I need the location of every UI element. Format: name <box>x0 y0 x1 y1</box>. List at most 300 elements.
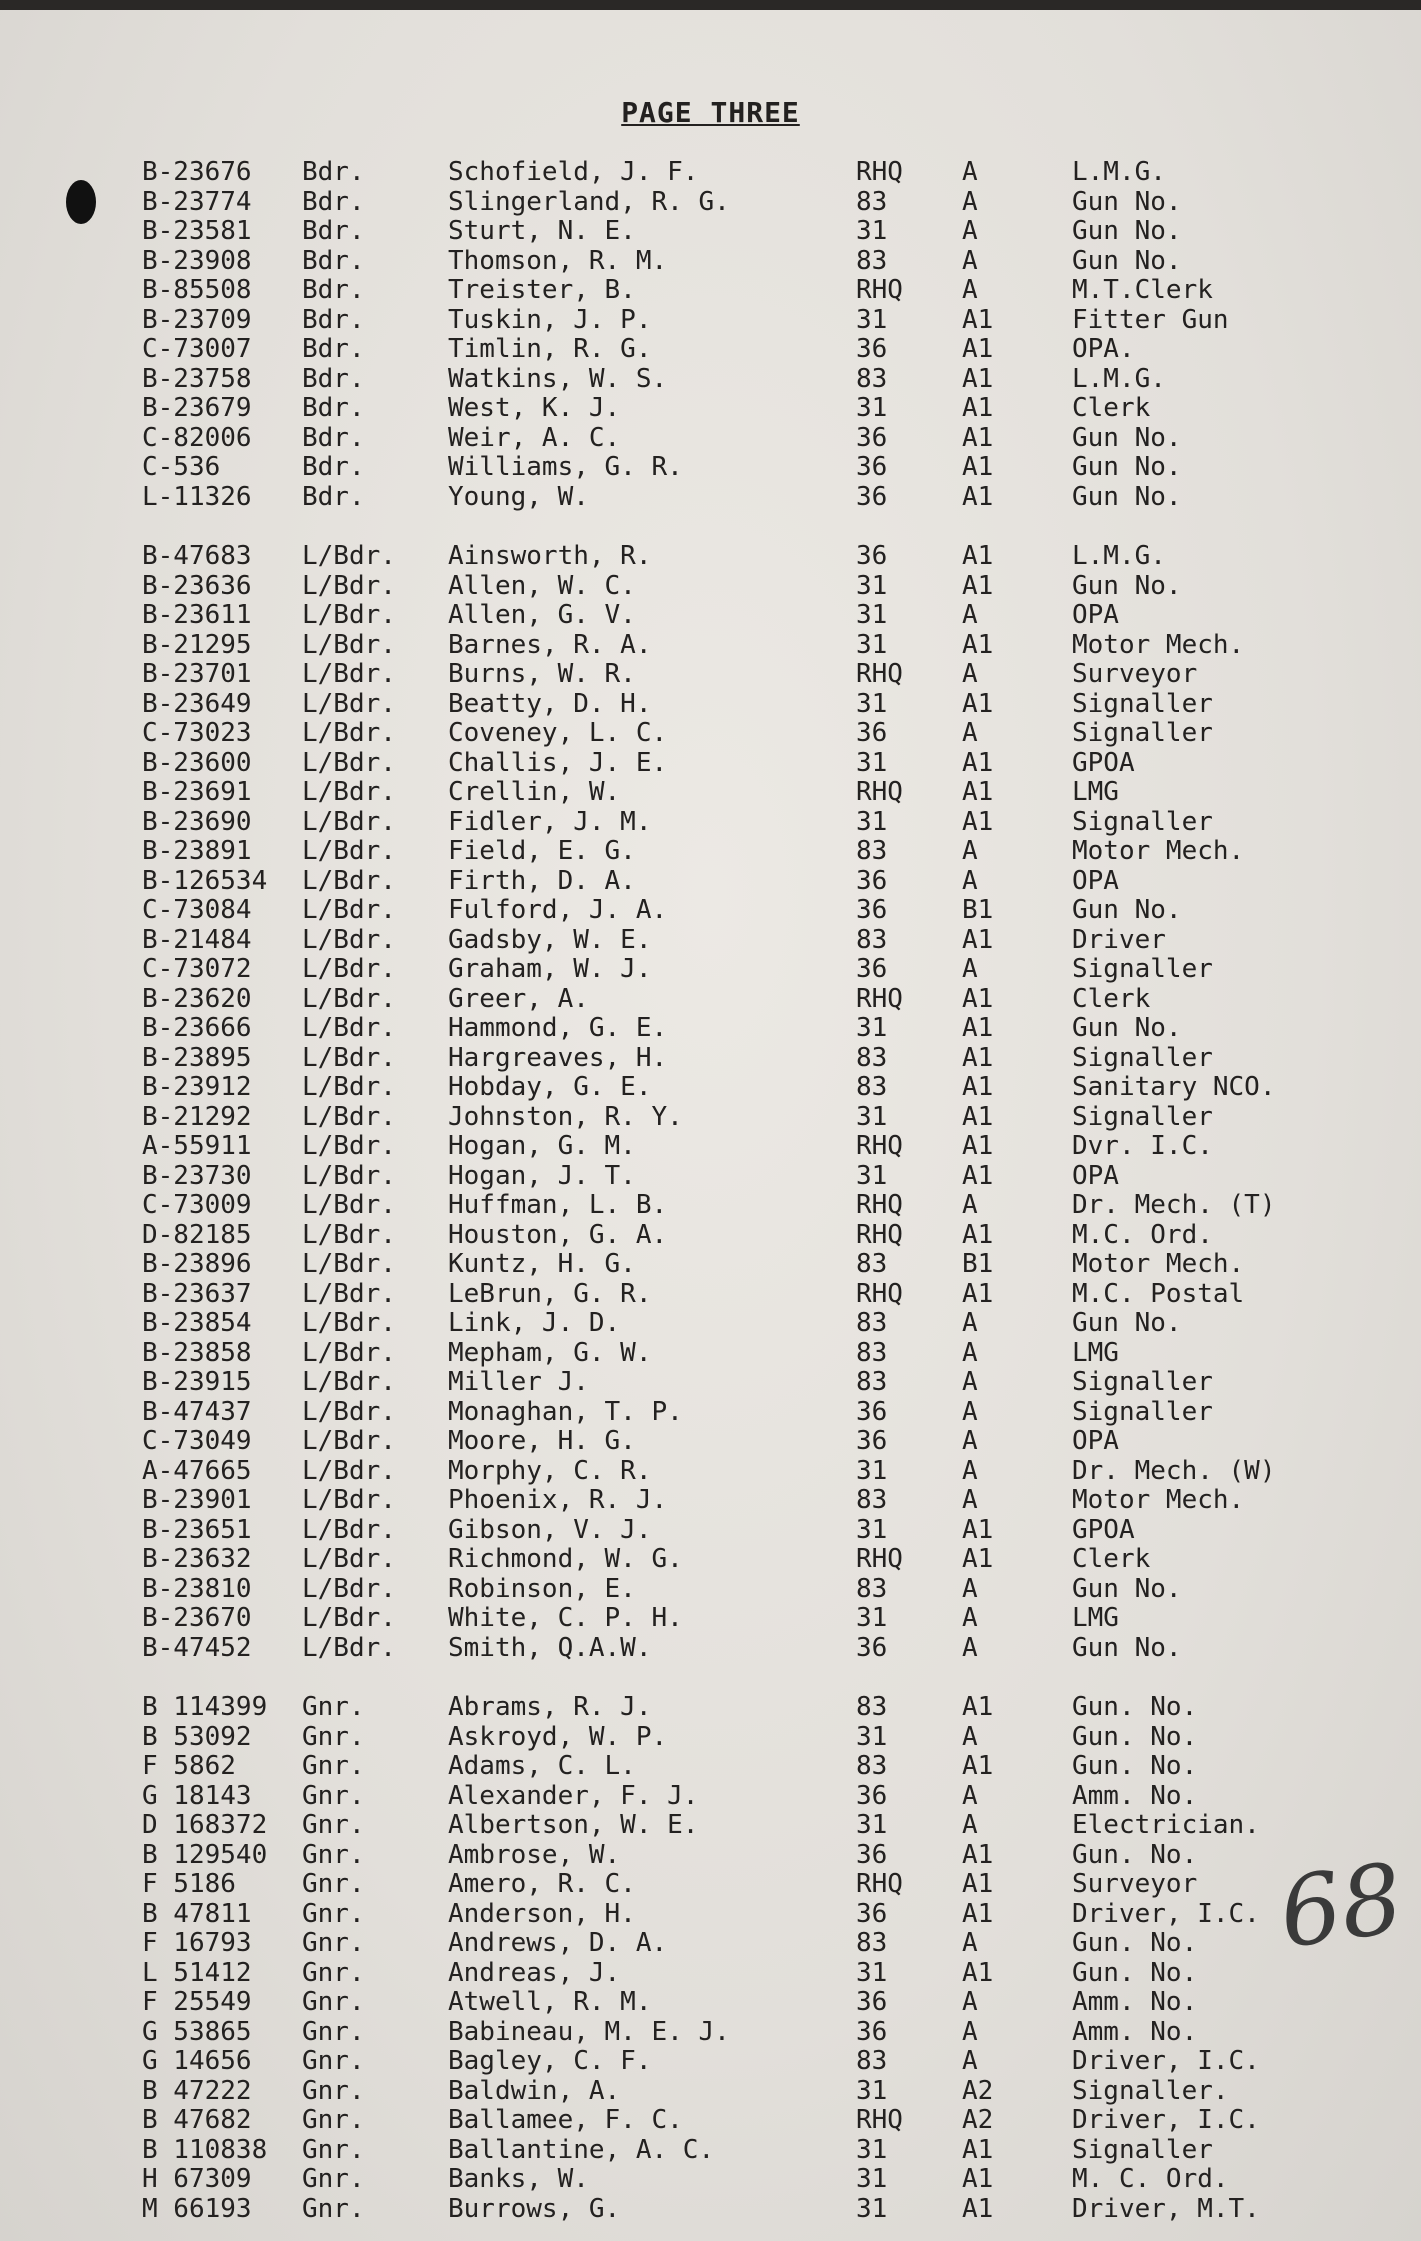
medical-category: A <box>962 836 978 866</box>
battery: RHQ <box>856 1869 903 1899</box>
table-row <box>0 453 1421 482</box>
battery: 83 <box>856 924 888 955</box>
medical-category: A <box>962 1987 978 2017</box>
service-number: G 18143 <box>142 1780 252 1811</box>
medical-category: A <box>962 1190 978 1220</box>
rank: Bdr. <box>302 363 365 394</box>
table-row <box>0 572 1421 601</box>
trade: Driver <box>1072 924 1166 955</box>
service-number: L-11326 <box>142 481 252 512</box>
rank: Gnr. <box>302 1839 365 1870</box>
table-row <box>0 1427 1421 1456</box>
service-number: B-23637 <box>142 1278 252 1309</box>
rank: Bdr. <box>302 304 365 335</box>
rank: Bdr. <box>302 275 365 305</box>
battery: 36 <box>856 1396 888 1427</box>
table-row <box>0 2106 1421 2135</box>
battery: 31 <box>856 747 888 778</box>
trade: Gun No. <box>1072 422 1182 453</box>
service-number: D-82185 <box>142 1219 252 1250</box>
table-row <box>0 1280 1421 1309</box>
trade: Clerk <box>1072 393 1151 423</box>
medical-category: A1 <box>962 1072 994 1102</box>
rank: Gnr. <box>302 1810 365 1840</box>
battery: 36 <box>856 541 888 571</box>
trade: Sanitary NCO. <box>1072 1072 1276 1102</box>
battery: RHQ <box>856 777 903 807</box>
name: Timlin, R. G. <box>448 334 652 364</box>
service-number: B-23895 <box>142 1042 252 1073</box>
trade: OPA <box>1072 600 1119 630</box>
trade: Amm. No. <box>1072 2016 1198 2047</box>
medical-category: A1 <box>962 1131 994 1161</box>
service-number: A-55911 <box>142 1131 252 1161</box>
trade: Gun No. <box>1072 186 1182 217</box>
medical-category: A <box>962 1337 978 1368</box>
rank: L/Bdr. <box>302 1101 396 1132</box>
trade: Signaller <box>1072 1367 1213 1397</box>
service-number: B-47452 <box>142 1632 252 1663</box>
name: Adams, C. L. <box>448 1751 636 1781</box>
rank: L/Bdr. <box>302 1131 396 1161</box>
name: Mepham, G. W. <box>448 1337 652 1368</box>
service-number: B-23690 <box>142 806 252 837</box>
service-number: B-23810 <box>142 1573 252 1604</box>
table-row <box>0 394 1421 423</box>
table-row <box>0 719 1421 748</box>
rank: L/Bdr. <box>302 659 396 689</box>
service-number: B-23651 <box>142 1514 252 1545</box>
table-row <box>0 1398 1421 1427</box>
table-row <box>0 601 1421 630</box>
rank: Gnr. <box>302 2016 365 2047</box>
trade: Gun. No. <box>1072 1692 1198 1722</box>
battery: 83 <box>856 1367 888 1397</box>
rank: Gnr. <box>302 2134 365 2165</box>
battery: 31 <box>856 216 888 246</box>
rank: L/Bdr. <box>302 1544 396 1574</box>
name: Burrows, G. <box>448 2193 621 2224</box>
medical-category: A1 <box>962 806 994 837</box>
name: Field, E. G. <box>448 836 636 866</box>
service-number: B-23581 <box>142 216 252 246</box>
battery: 83 <box>856 1485 888 1515</box>
table-row <box>0 1604 1421 1633</box>
service-number: B-23636 <box>142 570 252 601</box>
rank: L/Bdr. <box>302 1072 396 1102</box>
trade: OPA <box>1072 1160 1119 1191</box>
table-row <box>0 1368 1421 1397</box>
service-number: B-23620 <box>142 983 252 1014</box>
name: Burns, W. R. <box>448 659 636 689</box>
table-row <box>0 247 1421 276</box>
medical-category: A <box>962 186 978 217</box>
medical-category: A1 <box>962 1160 994 1191</box>
name: Young, W. <box>448 481 589 512</box>
trade: L.M.G. <box>1072 363 1166 394</box>
name: Kuntz, H. G. <box>448 1249 636 1279</box>
trade: Signaller. <box>1072 2075 1229 2106</box>
table-row <box>0 1103 1421 1132</box>
battery: 83 <box>856 186 888 217</box>
medical-category: A <box>962 1455 978 1486</box>
rank: L/Bdr. <box>302 629 396 660</box>
battery: 36 <box>856 1987 888 2017</box>
rank: Bdr. <box>302 422 365 453</box>
battery: 31 <box>856 393 888 423</box>
table-row <box>0 2018 1421 2047</box>
service-number: F 16793 <box>142 1928 252 1958</box>
rank: L/Bdr. <box>302 1337 396 1368</box>
name: Hogan, G. M. <box>448 1131 636 1161</box>
scan-edge <box>0 0 1421 10</box>
name: Gibson, V. J. <box>448 1514 652 1545</box>
table-row <box>0 1929 1421 1958</box>
battery: 83 <box>856 836 888 866</box>
trade: Signaller <box>1072 806 1213 837</box>
battery: 31 <box>856 1603 888 1633</box>
service-number: C-82006 <box>142 422 252 453</box>
trade: Motor Mech. <box>1072 1249 1245 1279</box>
battery: 36 <box>856 954 888 984</box>
medical-category: A1 <box>962 363 994 394</box>
service-number: G 14656 <box>142 2046 252 2076</box>
battery: 31 <box>856 1721 888 1752</box>
medical-category: A1 <box>962 1101 994 1132</box>
name: White, C. P. H. <box>448 1603 683 1633</box>
battery: 31 <box>856 1957 888 1988</box>
medical-category: A1 <box>962 1751 994 1781</box>
battery: 83 <box>856 2046 888 2076</box>
service-number: B-23774 <box>142 186 252 217</box>
table-row <box>0 896 1421 925</box>
name: Greer, A. <box>448 983 589 1014</box>
battery: 31 <box>856 688 888 719</box>
trade: Gun No. <box>1072 570 1182 601</box>
name: Anderson, H. <box>448 1898 636 1929</box>
name: Phoenix, R. J. <box>448 1485 668 1515</box>
table-row <box>0 1457 1421 1486</box>
table-row <box>0 1162 1421 1191</box>
service-number: B-23632 <box>142 1544 252 1574</box>
name: Williams, G. R. <box>448 452 683 482</box>
trade: GPOA <box>1072 1514 1135 1545</box>
medical-category: A1 <box>962 334 994 364</box>
table-row <box>0 1014 1421 1043</box>
battery: 36 <box>856 481 888 512</box>
table-row <box>0 1073 1421 1102</box>
battery: 31 <box>856 1810 888 1840</box>
name: Fidler, J. M. <box>448 806 652 837</box>
service-number: F 5862 <box>142 1751 236 1781</box>
battery: 31 <box>856 2164 888 2194</box>
name: Fulford, J. A. <box>448 895 668 925</box>
name: Robinson, E. <box>448 1573 636 1604</box>
medical-category: A <box>962 2016 978 2047</box>
trade: Gun No. <box>1072 452 1182 482</box>
rank: L/Bdr. <box>302 600 396 630</box>
medical-category: A1 <box>962 1278 994 1309</box>
service-number: B-23891 <box>142 836 252 866</box>
trade: Signaller <box>1072 718 1213 748</box>
medical-category: A <box>962 1928 978 1958</box>
battery: 36 <box>856 1632 888 1663</box>
table-row <box>0 1221 1421 1250</box>
medical-category: A1 <box>962 481 994 512</box>
trade: Amm. No. <box>1072 1987 1198 2017</box>
battery: RHQ <box>856 157 903 187</box>
handwritten-page-number: 68 <box>1272 1842 1410 1970</box>
battery: 83 <box>856 1308 888 1338</box>
battery: 31 <box>856 1514 888 1545</box>
rank: Gnr. <box>302 1692 365 1722</box>
medical-category: A1 <box>962 1013 994 1043</box>
name: Richmond, W. G. <box>448 1544 683 1574</box>
table-row <box>0 778 1421 807</box>
rank: L/Bdr. <box>302 688 396 719</box>
service-number: B 47682 <box>142 2105 252 2135</box>
medical-category: A1 <box>962 1514 994 1545</box>
table-row <box>0 631 1421 660</box>
table-row <box>0 1309 1421 1338</box>
medical-category: A1 <box>962 777 994 807</box>
service-number: B-23854 <box>142 1308 252 1338</box>
trade: Gun. No. <box>1072 1721 1198 1752</box>
medical-category: A <box>962 1308 978 1338</box>
table-row <box>0 1575 1421 1604</box>
battery: 36 <box>856 422 888 453</box>
name: Allen, W. C. <box>448 570 636 601</box>
service-number: B-23701 <box>142 659 252 689</box>
trade: Driver, I.C. <box>1072 1898 1260 1929</box>
medical-category: B1 <box>962 895 994 925</box>
rank: L/Bdr. <box>302 1455 396 1486</box>
service-number: B-23679 <box>142 393 252 423</box>
table-row <box>0 2136 1421 2165</box>
name: Allen, G. V. <box>448 600 636 630</box>
medical-category: A <box>962 1632 978 1663</box>
battery: 31 <box>856 806 888 837</box>
service-number: B-23901 <box>142 1485 252 1515</box>
trade: Amm. No. <box>1072 1780 1198 1811</box>
rank: L/Bdr. <box>302 1396 396 1427</box>
rank: Bdr. <box>302 334 365 364</box>
name: Watkins, W. S. <box>448 363 668 394</box>
service-number: C-73049 <box>142 1426 252 1456</box>
medical-category: A2 <box>962 2105 994 2135</box>
trade: GPOA <box>1072 747 1135 778</box>
rank: Bdr. <box>302 157 365 187</box>
battery: 83 <box>856 1042 888 1073</box>
battery: 83 <box>856 1072 888 1102</box>
service-number: L 51412 <box>142 1957 252 1988</box>
battery: 31 <box>856 1160 888 1191</box>
medical-category: A1 <box>962 1869 994 1899</box>
trade: Dr. Mech. (T) <box>1072 1190 1276 1220</box>
name: Monaghan, T. P. <box>448 1396 683 1427</box>
table-row <box>0 1782 1421 1811</box>
battery: 83 <box>856 1928 888 1958</box>
rank: L/Bdr. <box>302 1042 396 1073</box>
name: Moore, H. G. <box>448 1426 636 1456</box>
name: Link, J. D. <box>448 1308 621 1338</box>
name: Andreas, J. <box>448 1957 621 1988</box>
battery: 36 <box>856 2016 888 2047</box>
medical-category: A <box>962 1485 978 1515</box>
table-row <box>0 749 1421 778</box>
name: Ainsworth, R. <box>448 541 652 571</box>
service-number: B 53092 <box>142 1721 252 1752</box>
rank: Gnr. <box>302 1987 365 2017</box>
service-number: C-536 <box>142 452 221 482</box>
rank: L/Bdr. <box>302 806 396 837</box>
rank: L/Bdr. <box>302 1249 396 1279</box>
name: Albertson, W. E. <box>448 1810 699 1840</box>
rank: Gnr. <box>302 2075 365 2106</box>
trade: Signaller <box>1072 1042 1213 1073</box>
trade: Motor Mech. <box>1072 836 1245 866</box>
rank: Gnr. <box>302 1869 365 1899</box>
trade: Gun. No. <box>1072 1839 1198 1870</box>
rank: Gnr. <box>302 2164 365 2194</box>
table-row <box>0 1545 1421 1574</box>
table-row <box>0 1634 1421 1663</box>
trade: Dr. Mech. (W) <box>1072 1455 1276 1486</box>
rank: Gnr. <box>302 1721 365 1752</box>
trade: LMG <box>1072 777 1119 807</box>
name: Amero, R. C. <box>448 1869 636 1899</box>
medical-category: A1 <box>962 983 994 1014</box>
name: Abrams, R. J. <box>448 1692 652 1722</box>
service-number: A-47665 <box>142 1455 252 1486</box>
battery: 36 <box>856 452 888 482</box>
name: Banks, W. <box>448 2164 589 2194</box>
service-number: F 25549 <box>142 1987 252 2017</box>
name: Barnes, R. A. <box>448 629 652 660</box>
rank: L/Bdr. <box>302 570 396 601</box>
battery: 36 <box>856 1426 888 1456</box>
table-row <box>0 1841 1421 1870</box>
trade: LMG <box>1072 1337 1119 1368</box>
name: Tuskin, J. P. <box>448 304 652 335</box>
table-row <box>0 188 1421 217</box>
table-row <box>0 2165 1421 2194</box>
name: Ambrose, W. <box>448 1839 621 1870</box>
battery: 83 <box>856 1573 888 1604</box>
name: Thomson, R. M. <box>448 245 668 276</box>
rank: Gnr. <box>302 2193 365 2224</box>
service-number: B 110838 <box>142 2134 268 2165</box>
trade: Gun No. <box>1072 1308 1182 1338</box>
battery: RHQ <box>856 2105 903 2135</box>
battery: 36 <box>856 865 888 896</box>
table-row <box>0 926 1421 955</box>
service-number: B-23758 <box>142 363 252 394</box>
battery: 36 <box>856 1839 888 1870</box>
service-number: B-47683 <box>142 541 252 571</box>
medical-category: A <box>962 1367 978 1397</box>
battery: 83 <box>856 1337 888 1368</box>
service-number: C-73007 <box>142 334 252 364</box>
battery: RHQ <box>856 983 903 1014</box>
name: Hargreaves, H. <box>448 1042 668 1073</box>
name: Askroyd, W. P. <box>448 1721 668 1752</box>
trade: Gun No. <box>1072 1632 1182 1663</box>
rank: L/Bdr. <box>302 1160 396 1191</box>
trade: M.T.Clerk <box>1072 275 1213 305</box>
service-number: B-23915 <box>142 1367 252 1397</box>
trade: Fitter Gun <box>1072 304 1229 335</box>
trade: Gun No. <box>1072 216 1182 246</box>
table-row <box>0 1486 1421 1515</box>
battery: 31 <box>856 2075 888 2106</box>
medical-category: A1 <box>962 1839 994 1870</box>
rank: L/Bdr. <box>302 983 396 1014</box>
table-row <box>0 483 1421 512</box>
service-number: B-23709 <box>142 304 252 335</box>
trade: OPA <box>1072 1426 1119 1456</box>
battery: 83 <box>856 1751 888 1781</box>
service-number: D 168372 <box>142 1810 268 1840</box>
trade: Gun. No. <box>1072 1957 1198 1988</box>
service-number: B-23858 <box>142 1337 252 1368</box>
medical-category: A1 <box>962 1898 994 1929</box>
rank: L/Bdr. <box>302 777 396 807</box>
service-number: B-23691 <box>142 777 252 807</box>
trade: Driver, M.T. <box>1072 2193 1260 2224</box>
battery: 31 <box>856 1455 888 1486</box>
medical-category: A1 <box>962 1219 994 1250</box>
medical-category: A1 <box>962 452 994 482</box>
name: Graham, W. J. <box>448 954 652 984</box>
trade: OPA. <box>1072 334 1135 364</box>
medical-category: A1 <box>962 1957 994 1988</box>
battery: 31 <box>856 2193 888 2224</box>
rank: L/Bdr. <box>302 1485 396 1515</box>
medical-category: A1 <box>962 541 994 571</box>
battery: 31 <box>856 2134 888 2165</box>
medical-category: A <box>962 157 978 187</box>
medical-category: A <box>962 1426 978 1456</box>
name: Houston, G. A. <box>448 1219 668 1250</box>
rank: L/Bdr. <box>302 1013 396 1043</box>
medical-category: A1 <box>962 2164 994 2194</box>
trade: Signaller <box>1072 1101 1213 1132</box>
medical-category: A1 <box>962 1042 994 1073</box>
table-row <box>0 1811 1421 1840</box>
name: Beatty, D. H. <box>448 688 652 719</box>
service-number: M 66193 <box>142 2193 252 2224</box>
rank: L/Bdr. <box>302 1603 396 1633</box>
name: Firth, D. A. <box>448 865 636 896</box>
table-row <box>0 1339 1421 1368</box>
medical-category: A1 <box>962 393 994 423</box>
medical-category: A <box>962 600 978 630</box>
medical-category: A <box>962 1810 978 1840</box>
trade: LMG <box>1072 1603 1119 1633</box>
name: Ballamee, F. C. <box>448 2105 683 2135</box>
battery: RHQ <box>856 659 903 689</box>
name: Andrews, D. A. <box>448 1928 668 1958</box>
table-row <box>0 1988 1421 2017</box>
rank: Gnr. <box>302 2105 365 2135</box>
trade: Signaller <box>1072 688 1213 719</box>
table-row <box>0 542 1421 571</box>
battery: 31 <box>856 304 888 335</box>
table-row <box>0 365 1421 394</box>
rank: Gnr. <box>302 1751 365 1781</box>
battery: 31 <box>856 629 888 660</box>
